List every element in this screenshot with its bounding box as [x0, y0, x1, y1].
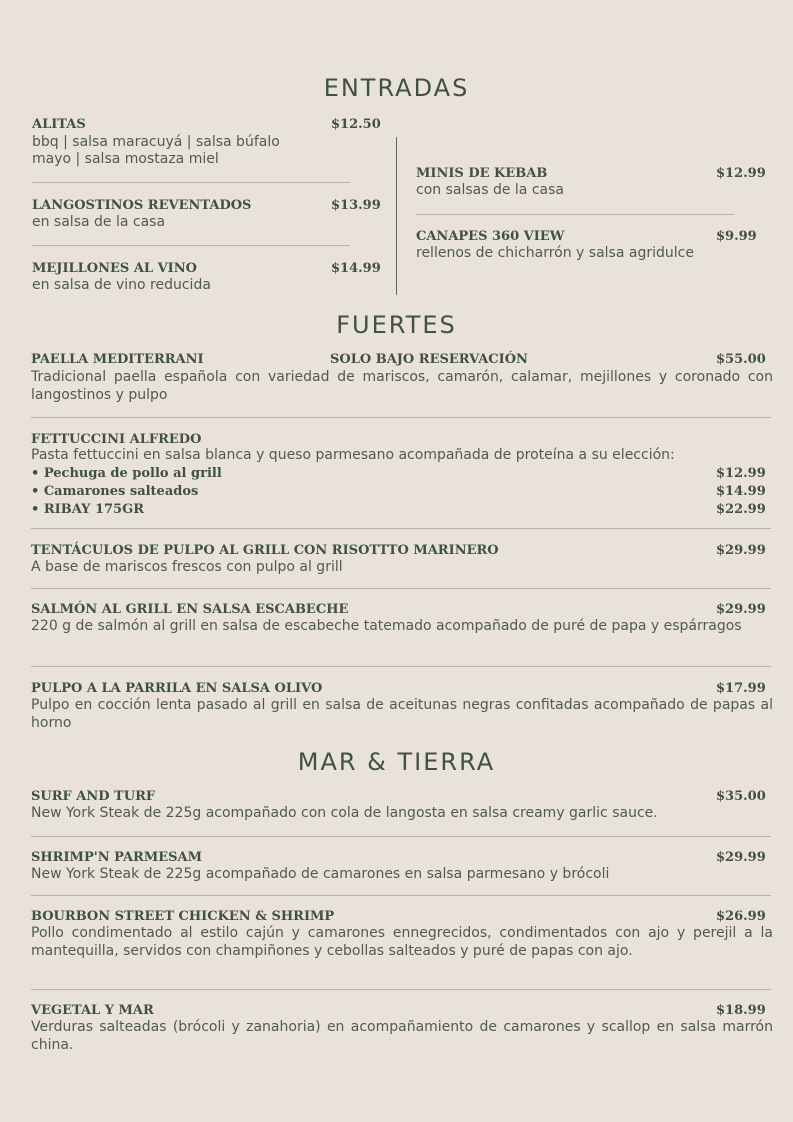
column-divider [396, 137, 397, 295]
item-name-pulpo: PULPO A LA PARRILA EN SALSA OLIVO [31, 681, 323, 696]
item-price-surf-and-turf: $35.00 [716, 789, 766, 804]
item-name-vegetal-y-mar: VEGETAL Y MAR [31, 1003, 154, 1018]
item-desc-alitas-1: bbq | salsa maracuyá | salsa búfalo [32, 134, 280, 150]
option-price-pollo: $12.99 [716, 466, 766, 481]
item-name-fettuccini: FETTUCCINI ALFREDO [31, 432, 202, 447]
item-price-tentaculos: $29.99 [716, 543, 766, 558]
option-price-ribay: $22.99 [716, 502, 766, 517]
item-name-paella: PAELLA MEDITERRANI [31, 352, 204, 367]
item-desc-langostinos: en salsa de la casa [32, 214, 166, 230]
item-price-bourbon: $26.99 [716, 909, 766, 924]
item-price-alitas: $12.50 [331, 117, 381, 132]
item-name-alitas: ALITAS [32, 117, 86, 132]
option-label-ribay: • RIBAY 175GR [31, 502, 144, 517]
item-name-kebab: MINIS DE KEBAB [416, 166, 548, 181]
item-desc-surf-and-turf: New York Steak de 225g acompañado con cola de langosta en salsa creamy garlic sauce. [31, 805, 658, 821]
item-price-pulpo: $17.99 [716, 681, 766, 696]
item-desc-mejillones: en salsa de vino reducida [32, 277, 211, 293]
divider [32, 245, 350, 246]
item-desc-salmon: 220 g de salmón al grill en salsa de escabeche tatemado acompañado de puré de papa y espárragos [31, 618, 742, 634]
item-note-paella: SOLO BAJO RESERVACIÓN [330, 352, 528, 367]
item-price-vegetal-y-mar: $18.99 [716, 1003, 766, 1018]
item-name-salmon: SALMÓN AL GRILL EN SALSA ESCABECHE [31, 602, 349, 617]
item-price-paella: $55.00 [716, 352, 766, 367]
item-price-mejillones: $14.99 [331, 261, 381, 276]
item-desc-vegetal-y-mar: Verduras salteadas (brócoli y zanahoria) en acompañamiento de camarones y scallop en salsa marrón china. [31, 1019, 773, 1053]
section-title-entradas: ENTRADAS [323, 74, 470, 102]
item-name-shrimp-parmesam: SHRIMP'N PARMESAM [31, 850, 202, 865]
divider [31, 588, 771, 589]
item-price-canapes: $9.99 [716, 229, 757, 244]
item-price-shrimp-parmesam: $29.99 [716, 850, 766, 865]
divider [31, 528, 771, 529]
item-desc-tentaculos: A base de mariscos frescos con pulpo al grill [31, 559, 343, 575]
item-price-langostinos: $13.99 [331, 198, 381, 213]
divider [416, 214, 734, 215]
option-label-pollo: • Pechuga de pollo al grill [31, 466, 222, 481]
item-name-canapes: CANAPES 360 VIEW [416, 229, 565, 244]
item-price-kebab: $12.99 [716, 166, 766, 181]
section-title-fuertes: FUERTES [336, 311, 457, 339]
item-name-bourbon: BOURBON STREET CHICKEN & SHRIMP [31, 909, 335, 924]
item-desc-canapes: rellenos de chicharrón y salsa agridulce [416, 245, 694, 261]
divider [31, 989, 771, 990]
item-name-surf-and-turf: SURF AND TURF [31, 789, 156, 804]
divider [31, 417, 771, 418]
divider [31, 666, 771, 667]
item-desc-fettuccini: Pasta fettuccini en salsa blanca y queso parmesano acompañada de proteína a su elección: [31, 447, 675, 463]
item-desc-alitas-2: mayo | salsa mostaza miel [32, 151, 219, 167]
option-label-camarones: • Camarones salteados [31, 484, 199, 499]
option-price-camarones: $14.99 [716, 484, 766, 499]
item-desc-pulpo: Pulpo en cocción lenta pasado al grill en salsa de aceitunas negras confitadas acompañado de papas al horno [31, 697, 773, 731]
item-desc-kebab: con salsas de la casa [416, 182, 564, 198]
item-name-mejillones: MEJILLONES AL VINO [32, 261, 197, 276]
item-name-langostinos: LANGOSTINOS REVENTADOS [32, 198, 252, 213]
item-desc-bourbon: Pollo condimentado al estilo cajún y camarones ennegrecidos, condimentados con ajo y perejil a la mantequilla, servidos con champiñones y cebollas salteados y puré de papas con ajo. [31, 925, 773, 959]
section-title-mar-tierra: MAR & TIERRA [297, 748, 496, 776]
item-name-tentaculos: TENTÁCULOS DE PULPO AL GRILL CON RISOTTTO MARINERO [31, 543, 499, 558]
divider [31, 836, 771, 837]
divider [32, 182, 350, 183]
item-desc-paella: Tradicional paella española con variedad de mariscos, camarón, calamar, mejillones y coronado con langostinos y pulpo [31, 369, 773, 403]
divider [31, 895, 771, 896]
item-price-salmon: $29.99 [716, 602, 766, 617]
item-desc-shrimp-parmesam: New York Steak de 225g acompañado de camarones en salsa parmesano y brócoli [31, 866, 610, 882]
